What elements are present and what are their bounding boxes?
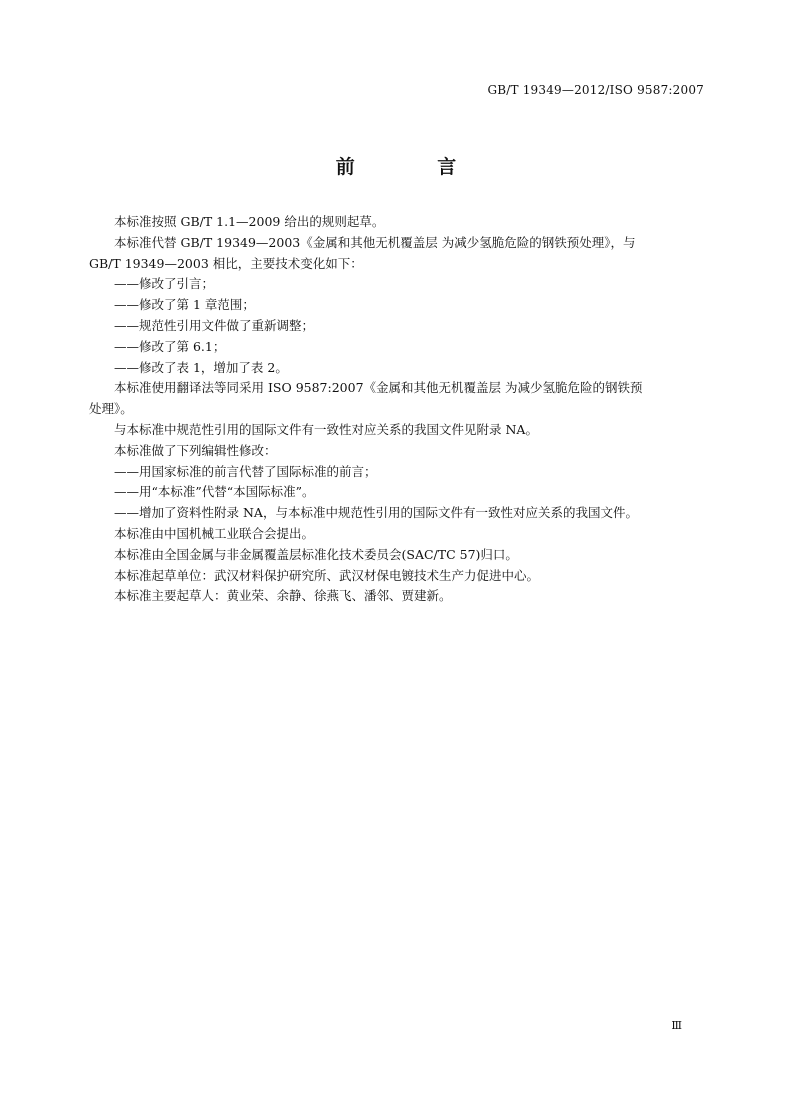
paragraph-adoption: 本标准使用翻译法等同采用 ISO 9587:2007《金属和其他无机覆盖层 为减少氢脆危险的钢铁预 [114, 380, 643, 396]
foreword-body [89, 212, 703, 607]
change-item: ——修改了第 1 章范围； [114, 297, 255, 313]
paragraph-editorial: 本标准做了下列编辑性修改： [114, 442, 277, 458]
paragraph-drafters: 本标准主要起草人：黄业荣、余静、徐燕飞、潘邻、贾建新。 [114, 588, 452, 604]
change-item: ——修改了引言； [114, 276, 215, 292]
paragraph-adoption-cont: 处理》。 [89, 401, 133, 417]
change-item: ——修改了表 1，增加了表 2。 [114, 359, 288, 375]
page-title: 前 言 [335, 156, 495, 178]
editorial-item: ——用“本标准”代替“本国际标准”。 [114, 484, 315, 500]
paragraph-annex-na: 与本标准中规范性引用的国际文件有一致性对应关系的我国文件见附录 NA。 [114, 421, 538, 437]
editorial-item: ——增加了资料性附录 NA，与本标准中规范性引用的国际文件有一致性对应关系的我国文件。 [114, 505, 638, 521]
editorial-item: ——用国家标准的前言代替了国际标准的前言； [114, 463, 377, 479]
paragraph-drafting-rules: 本标准按照 GB/T 1.1—2009 给出的规则起草。 [114, 214, 385, 229]
change-item: ——规范性引用文件做了重新调整； [114, 317, 315, 333]
standard-number-header: GB/T 19349—2012/ISO 9587:2007 [487, 83, 704, 97]
change-item: ——修改了第 6.1； [114, 338, 226, 354]
paragraph-under-jurisdiction: 本标准由全国金属与非金属覆盖层标准化技术委员会(SAC/TC 57)归口。 [114, 546, 518, 562]
paragraph-proposed-by: 本标准由中国机械工业联合会提出。 [114, 525, 315, 541]
paragraph-replaces: 本标准代替 GB/T 19349—2003《金属和其他无机覆盖层 为减少氢脆危险的钢铁预处理》，与 [114, 234, 636, 250]
page-number: Ⅲ [671, 1019, 682, 1032]
paragraph-replaces-cont: GB/T 19349—2003 相比，主要技术变化如下： [89, 255, 363, 271]
paragraph-drafting-units: 本标准起草单位：武汉材料保护研究所、武汉材保电镀技术生产力促进中心。 [114, 567, 540, 583]
